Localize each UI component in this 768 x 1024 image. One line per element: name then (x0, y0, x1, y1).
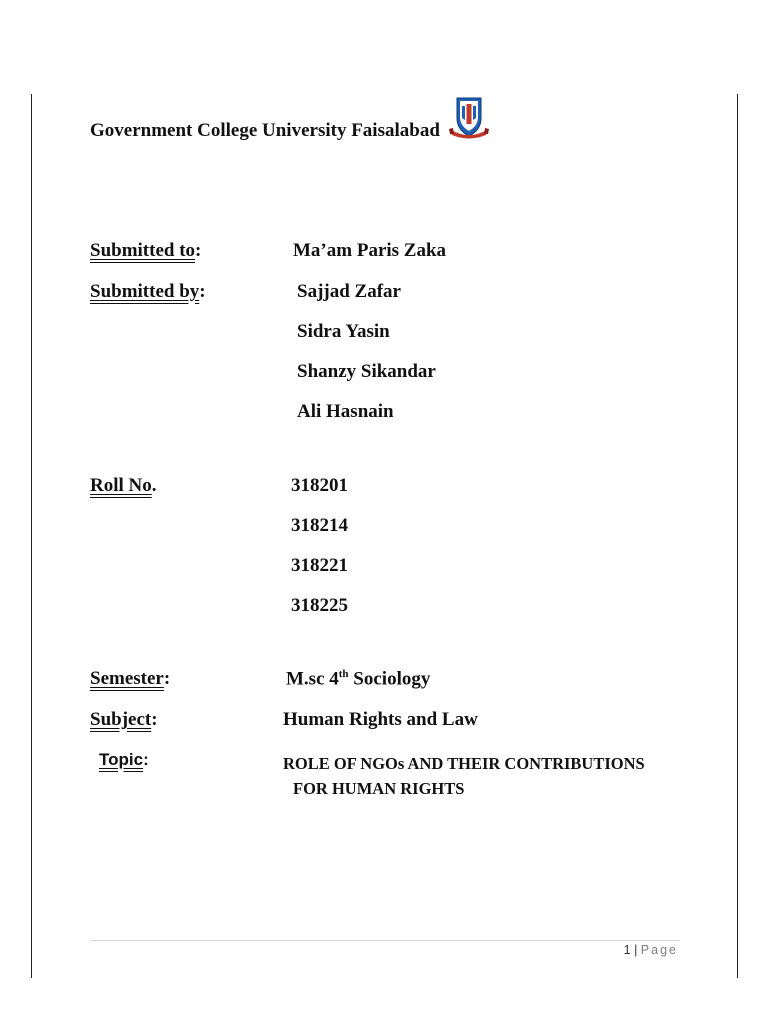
submitted-by-label (90, 281, 206, 303)
topic-line: FOR HUMAN RIGHTS (293, 779, 465, 798)
university-crest-icon (449, 96, 489, 142)
topic-label (99, 750, 149, 770)
semester-value-sup: th (338, 668, 349, 680)
page-separator: | (630, 943, 641, 957)
subject-label (90, 709, 158, 731)
semester-value-main: M.sc 4 (286, 668, 339, 690)
submitted-by-suffix: : (199, 281, 206, 302)
submitted-to-suffix: : (195, 240, 202, 261)
submitted-by-label-text: Submitted by (90, 281, 200, 302)
page-right-border (737, 94, 738, 978)
semester-value (286, 668, 430, 690)
roll-number: 318214 (291, 515, 348, 536)
page-word: Page (640, 943, 678, 957)
submitted-to-label-text: Submitted to (90, 240, 196, 261)
roll-no-label-text: Roll No (90, 475, 152, 496)
semester-label (90, 668, 170, 690)
subject-suffix: : (151, 709, 158, 730)
roll-no-label (90, 475, 157, 497)
submitted-to-label (90, 240, 201, 262)
topic-suffix: : (143, 750, 149, 769)
submitter-name: Sajjad Zafar (297, 281, 401, 302)
topic-value (283, 751, 645, 801)
page-footer (624, 943, 678, 957)
semester-value-rest: Sociology (348, 668, 431, 690)
submitted-to-value: Ma’am Paris Zaka (293, 240, 447, 261)
semester-label-text: Semester (90, 668, 164, 689)
submitter-name: Ali Hasnain (297, 401, 394, 422)
roll-number: 318221 (291, 555, 348, 576)
page-number: 1 (623, 943, 631, 957)
submitter-name: Shanzy Sikandar (297, 361, 436, 382)
header (90, 96, 489, 142)
subject-label-text: Subject (90, 709, 152, 730)
topic-line: ROLE OF NGOs AND THEIR CONTRIBUTIONS (283, 754, 645, 773)
roll-no-suffix: . (151, 475, 157, 496)
subject-value: Human Rights and Law (283, 709, 478, 730)
semester-suffix: : (163, 668, 171, 689)
page-left-border (31, 94, 32, 978)
roll-number: 318225 (291, 595, 348, 616)
submitter-name: Sidra Yasin (297, 321, 390, 342)
topic-label-text: Topic (99, 750, 144, 769)
footer-divider (90, 940, 680, 941)
university-title: Government College University Faisalabad (90, 120, 440, 141)
roll-number: 318201 (291, 475, 348, 496)
